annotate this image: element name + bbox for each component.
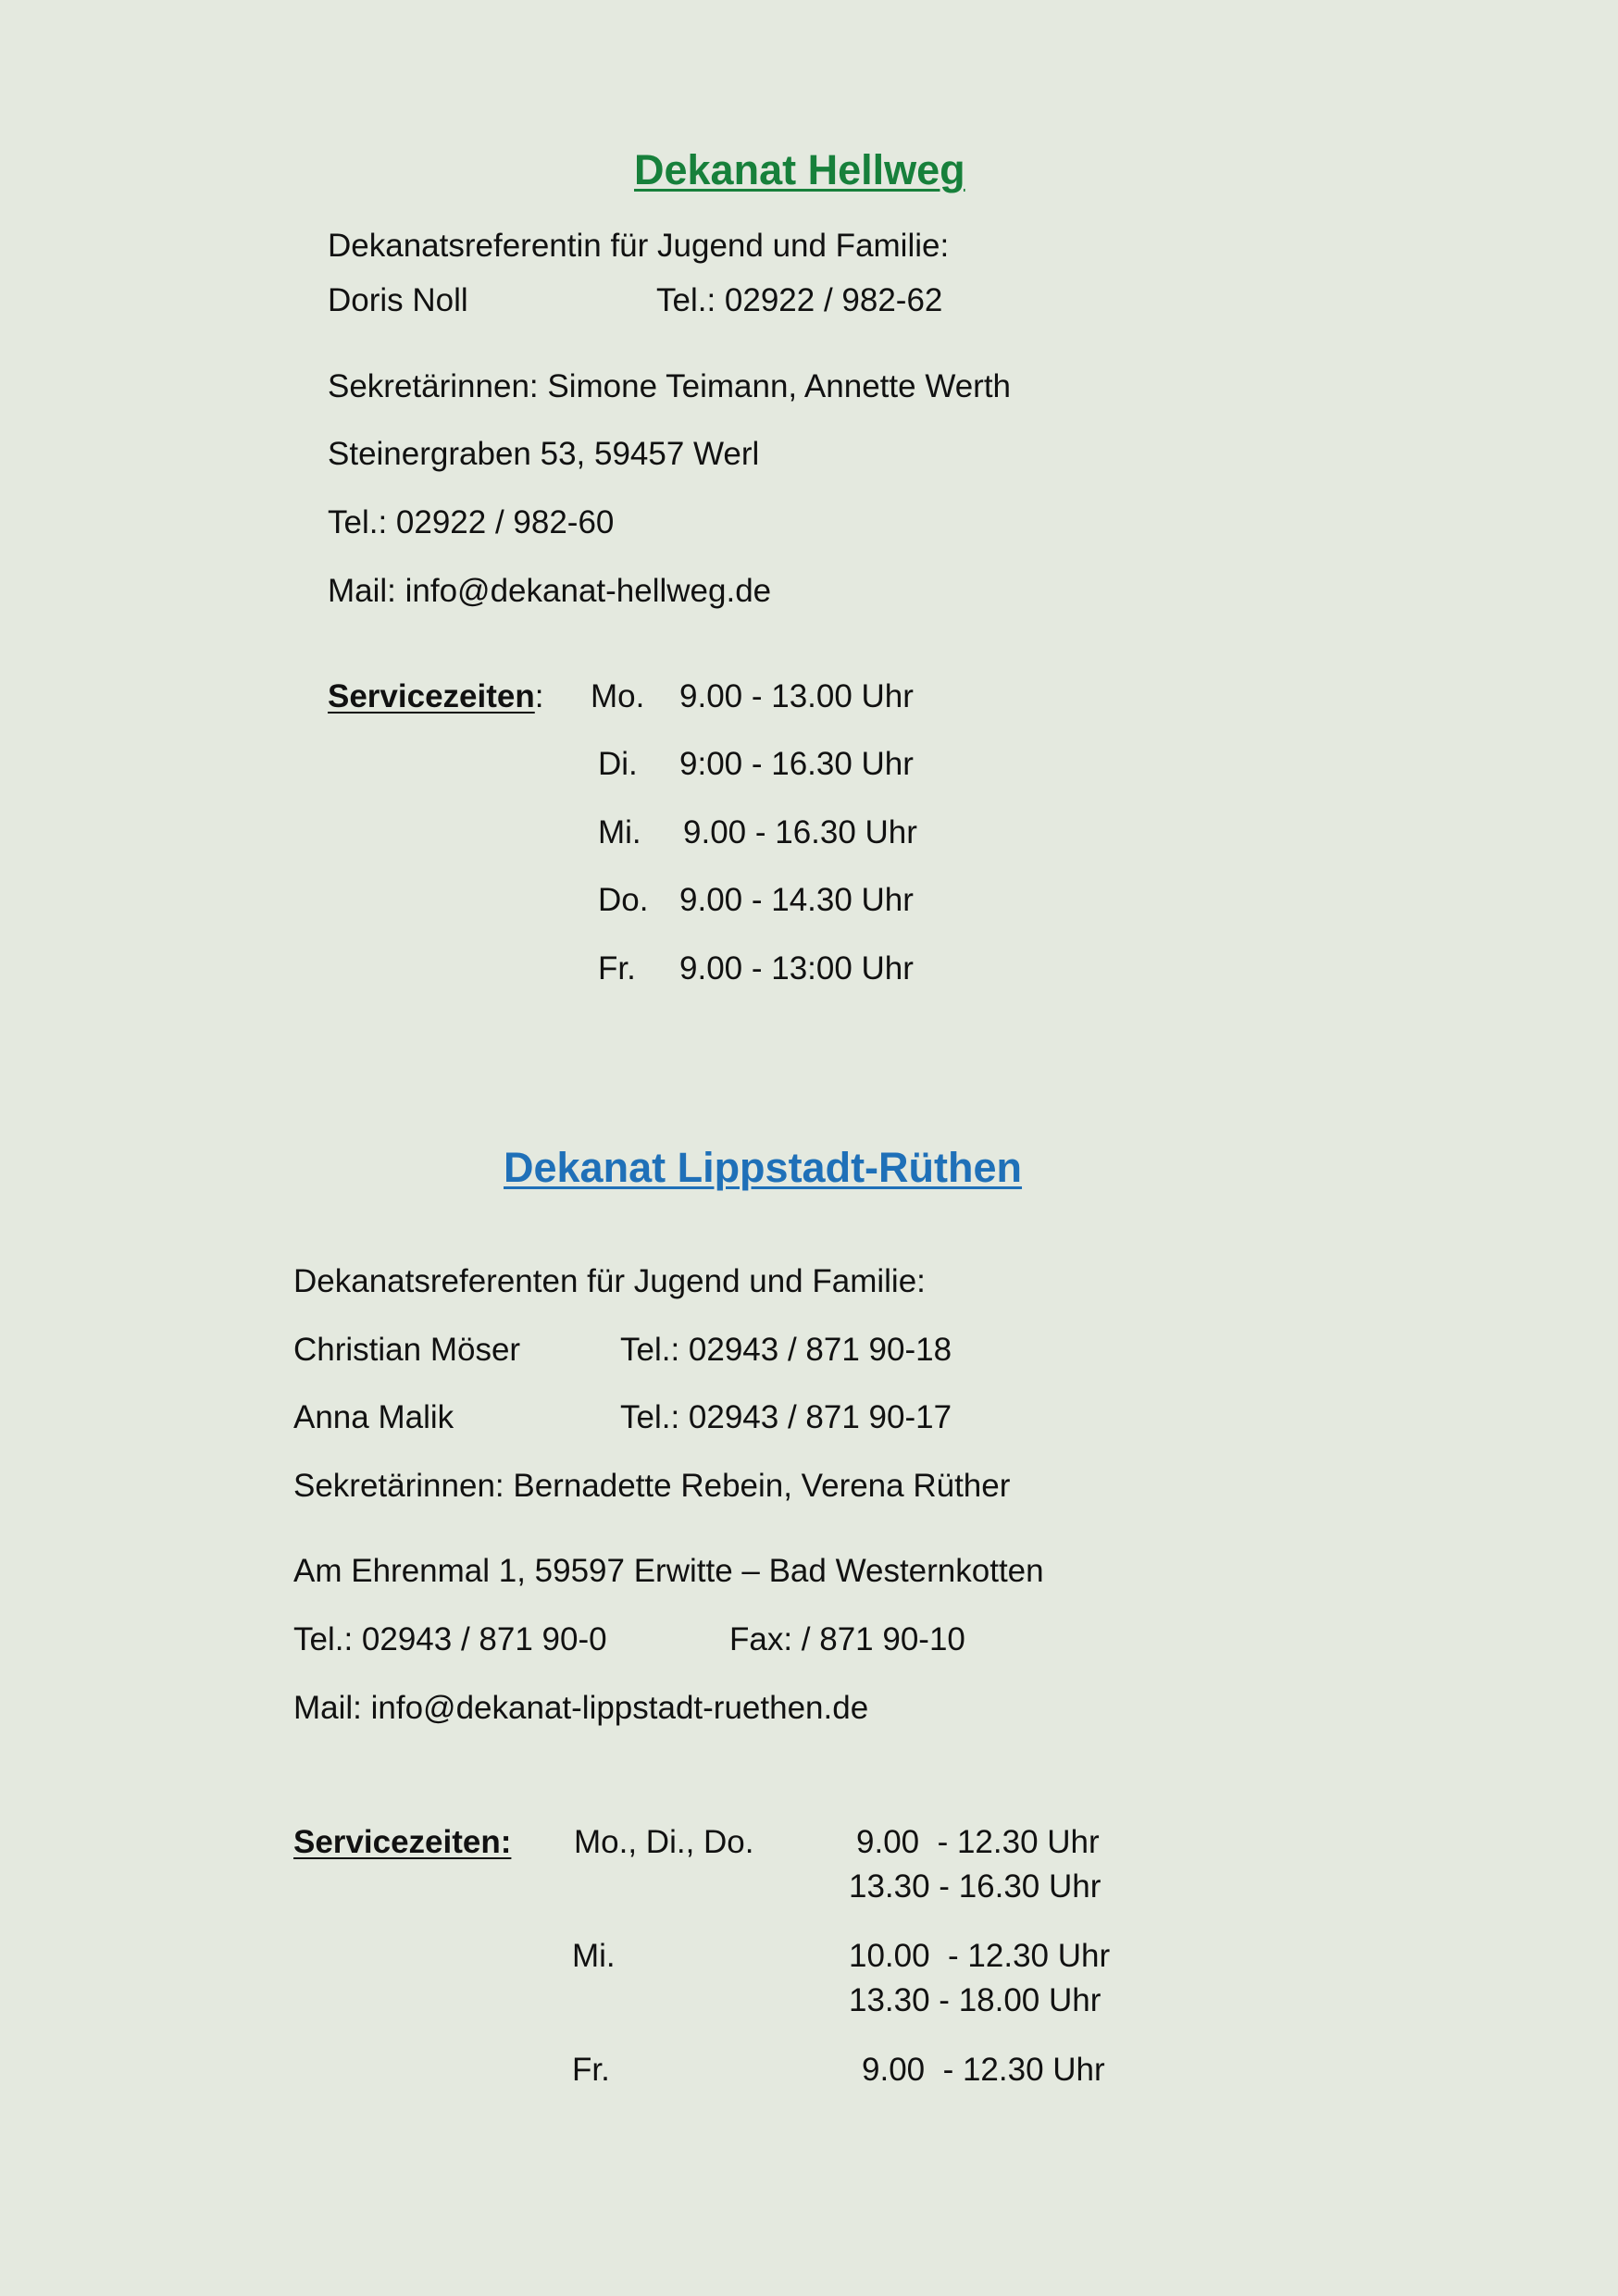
hellweg-service-label: Servicezeiten:	[328, 678, 544, 714]
lippstadt-secretaries: Sekretärinnen: Bernadette Rebein, Verena Rüther	[293, 1468, 1011, 1504]
lippstadt-service-time: 9.00 - 12.30 Uhr	[862, 2052, 1105, 2088]
lippstadt-referent-name: Christian Möser	[293, 1332, 521, 1368]
lippstadt-address: Am Ehrenmal 1, 59597 Erwitte – Bad Westernkotten	[293, 1553, 1044, 1589]
hellweg-referent-name: Doris Noll	[328, 282, 468, 318]
hellweg-service-day: Mi.	[598, 814, 641, 850]
hellweg-referent-label: Dekanatsreferentin für Jugend und Familie:	[328, 228, 950, 264]
lippstadt-referent-phone: Tel.: 02943 / 871 90-17	[620, 1399, 952, 1435]
hellweg-service-time: 9.00 - 14.30 Uhr	[679, 882, 914, 918]
lippstadt-service-time: 9.00 - 12.30 Uhr	[856, 1824, 1100, 1860]
lippstadt-fax: Fax: / 871 90-10	[729, 1621, 965, 1657]
hellweg-secretaries: Sekretärinnen: Simone Teimann, Annette Werth	[328, 368, 1012, 404]
lippstadt-referent-name: Anna Malik	[293, 1399, 454, 1435]
lippstadt-referent-phone: Tel.: 02943 / 871 90-18	[620, 1332, 952, 1368]
hellweg-service-day: Do.	[598, 882, 649, 918]
hellweg-service-time: 9.00 - 13:00 Uhr	[679, 950, 914, 987]
lippstadt-service-label: Servicezeiten:	[293, 1824, 512, 1860]
hellweg-referent-phone: Tel.: 02922 / 982-62	[656, 282, 943, 318]
hellweg-service-day: Mo.	[591, 678, 645, 714]
hellweg-address: Steinergraben 53, 59457 Werl	[328, 436, 760, 472]
hellweg-service-time: 9.00 - 13.00 Uhr	[679, 678, 914, 714]
lippstadt-service-day: Mi.	[572, 1938, 616, 1974]
hellweg-service-day: Di.	[598, 746, 638, 782]
lippstadt-service-time: 13.30 - 16.30 Uhr	[849, 1868, 1101, 1905]
hellweg-mail: Mail: info@dekanat-hellweg.de	[328, 573, 772, 609]
hellweg-service-time: 9.00 - 16.30 Uhr	[683, 814, 917, 850]
hellweg-title: Dekanat Hellweg	[634, 146, 965, 193]
hellweg-service-time: 9:00 - 16.30 Uhr	[679, 746, 914, 782]
hellweg-phone: Tel.: 02922 / 982-60	[328, 504, 615, 540]
lippstadt-service-time: 13.30 - 18.00 Uhr	[849, 1982, 1101, 2018]
lippstadt-mail: Mail: info@dekanat-lippstadt-ruethen.de	[293, 1690, 869, 1726]
lippstadt-phone: Tel.: 02943 / 871 90-0	[293, 1621, 607, 1657]
lippstadt-service-day: Fr.	[572, 2052, 610, 2088]
lippstadt-service-day: Mo., Di., Do.	[574, 1824, 754, 1860]
lippstadt-service-time: 10.00 - 12.30 Uhr	[849, 1938, 1111, 1974]
lippstadt-referent-label: Dekanatsreferenten für Jugend und Familie:	[293, 1263, 926, 1299]
lippstadt-title: Dekanat Lippstadt-Rüthen	[504, 1144, 1023, 1191]
hellweg-service-day: Fr.	[598, 950, 636, 987]
